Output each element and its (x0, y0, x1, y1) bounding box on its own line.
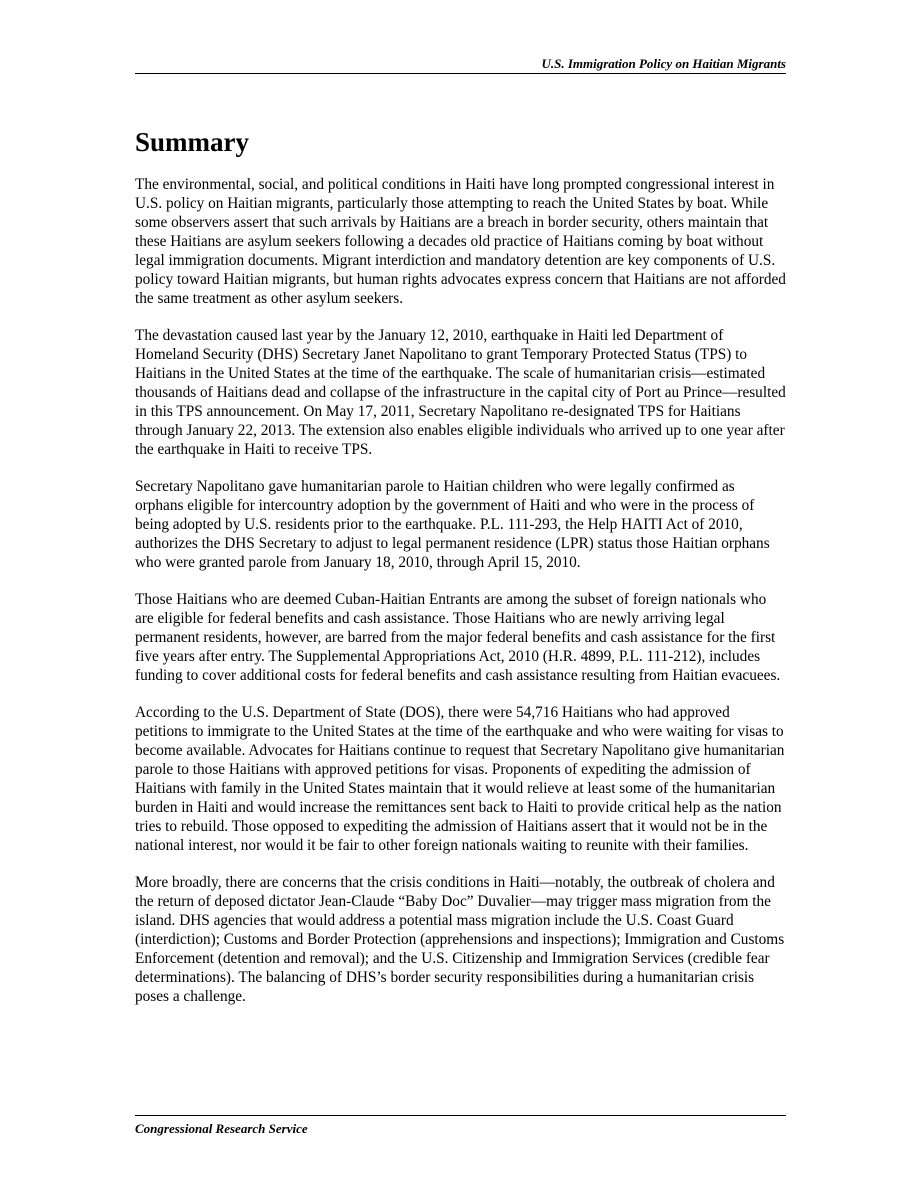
paragraph-4: Those Haitians who are deemed Cuban-Haitian Entrants are among the subset of foreign nationals who are eligible for federal benefits and cash assistance. Those Haitians who are newly arriving legal permanent residents, however, are barred from the major federal benefits and cash assistance for the first five years after entry. The Supplemental Appropriations Act, 2010 (H.R. 4899, P.L. 111-212), includes funding to cover additional costs for federal benefits and cash assistance resulting from Haitian evacuees. (135, 591, 781, 684)
running-title: U.S. Immigration Policy on Haitian Migrants (541, 56, 786, 71)
paragraph-1: The environmental, social, and political conditions in Haiti have long prompted congressional interest in U.S. policy on Haitian migrants, particularly those attempting to reach the United States by boat. While some observers assert that such arrivals by Haitians are a breach in border security, others maintain that these Haitians are asylum seekers following a decades old practice of Haitians coming by boat without legal immigration documents. Migrant interdiction and mandatory detention are key components of U.S. policy toward Haitian migrants, but human rights advocates express concern that Haitians are not afforded the same treatment as other asylum seekers. (135, 176, 786, 307)
paragraph-6: More broadly, there are concerns that the crisis conditions in Haiti—notably, the outbreak of cholera and the return of deposed dictator Jean-Claude “Baby Doc” Duvalier—may trigger mass migration from the island. DHS agencies that would address a potential mass migration include the U.S. Coast Guard (interdiction); Customs and Border Protection (apprehensions and inspections); Immigration and Customs Enforcement (detention and removal); and the U.S. Citizenship and Immigration Services (credible fear determinations). The balancing of DHS’s border security responsibilities during a humanitarian crisis poses a challenge. (135, 874, 785, 1005)
section-heading: Summary (135, 127, 249, 157)
footer-organization: Congressional Research Service (135, 1121, 308, 1136)
paragraph-5: According to the U.S. Department of State (DOS), there were 54,716 Haitians who had approved petitions to immigrate to the United States at the time of the earthquake and who were waiting for visas to become available. Advocates for Haitians continue to request that Secretary Napolitano give humanitarian parole to those Haitians with approved petitions for visas. Proponents of expediting the admission of Haitians with family in the United States maintain that it would relieve at least some of the humanitarian burden in Haiti and would increase the remittances sent back to Haiti to provide critical help as the nation tries to rebuild. Those opposed to expediting the admission of Haitians assert that it would not be in the national interest, nor would it be fair to other foreign nationals waiting to reunite with their families. (135, 704, 785, 854)
paragraph-2: The devastation caused last year by the January 12, 2010, earthquake in Haiti led Department of Homeland Security (DHS) Secretary Janet Napolitano to grant Temporary Protected Status (TPS) to Haitians in the United States at the time of the earthquake. The scale of humanitarian crisis—estimated thousands of Haitians dead and collapse of the infrastructure in the capital city of Port au Prince—resulted in this TPS announcement. On May 17, 2011, Secretary Napolitano re-designated TPS for Haitians through January 22, 2013. The extension also enables eligible individuals who arrived up to one year after the earthquake in Haiti to receive TPS. (135, 327, 786, 458)
page-header (135, 56, 786, 74)
body-text (135, 175, 786, 1024)
paragraph-3: Secretary Napolitano gave humanitarian parole to Haitian children who were legally confirmed as orphans eligible for intercountry adoption by the government of Haiti and who were in the process of being adopted by U.S. residents prior to the earthquake. P.L. 111-293, the Help HAITI Act of 2010, authorizes the DHS Secretary to adjust to legal permanent residence (LPR) status those Haitian orphans who were granted parole from January 18, 2010, through April 15, 2010. (135, 478, 770, 571)
page-footer (135, 1115, 786, 1137)
